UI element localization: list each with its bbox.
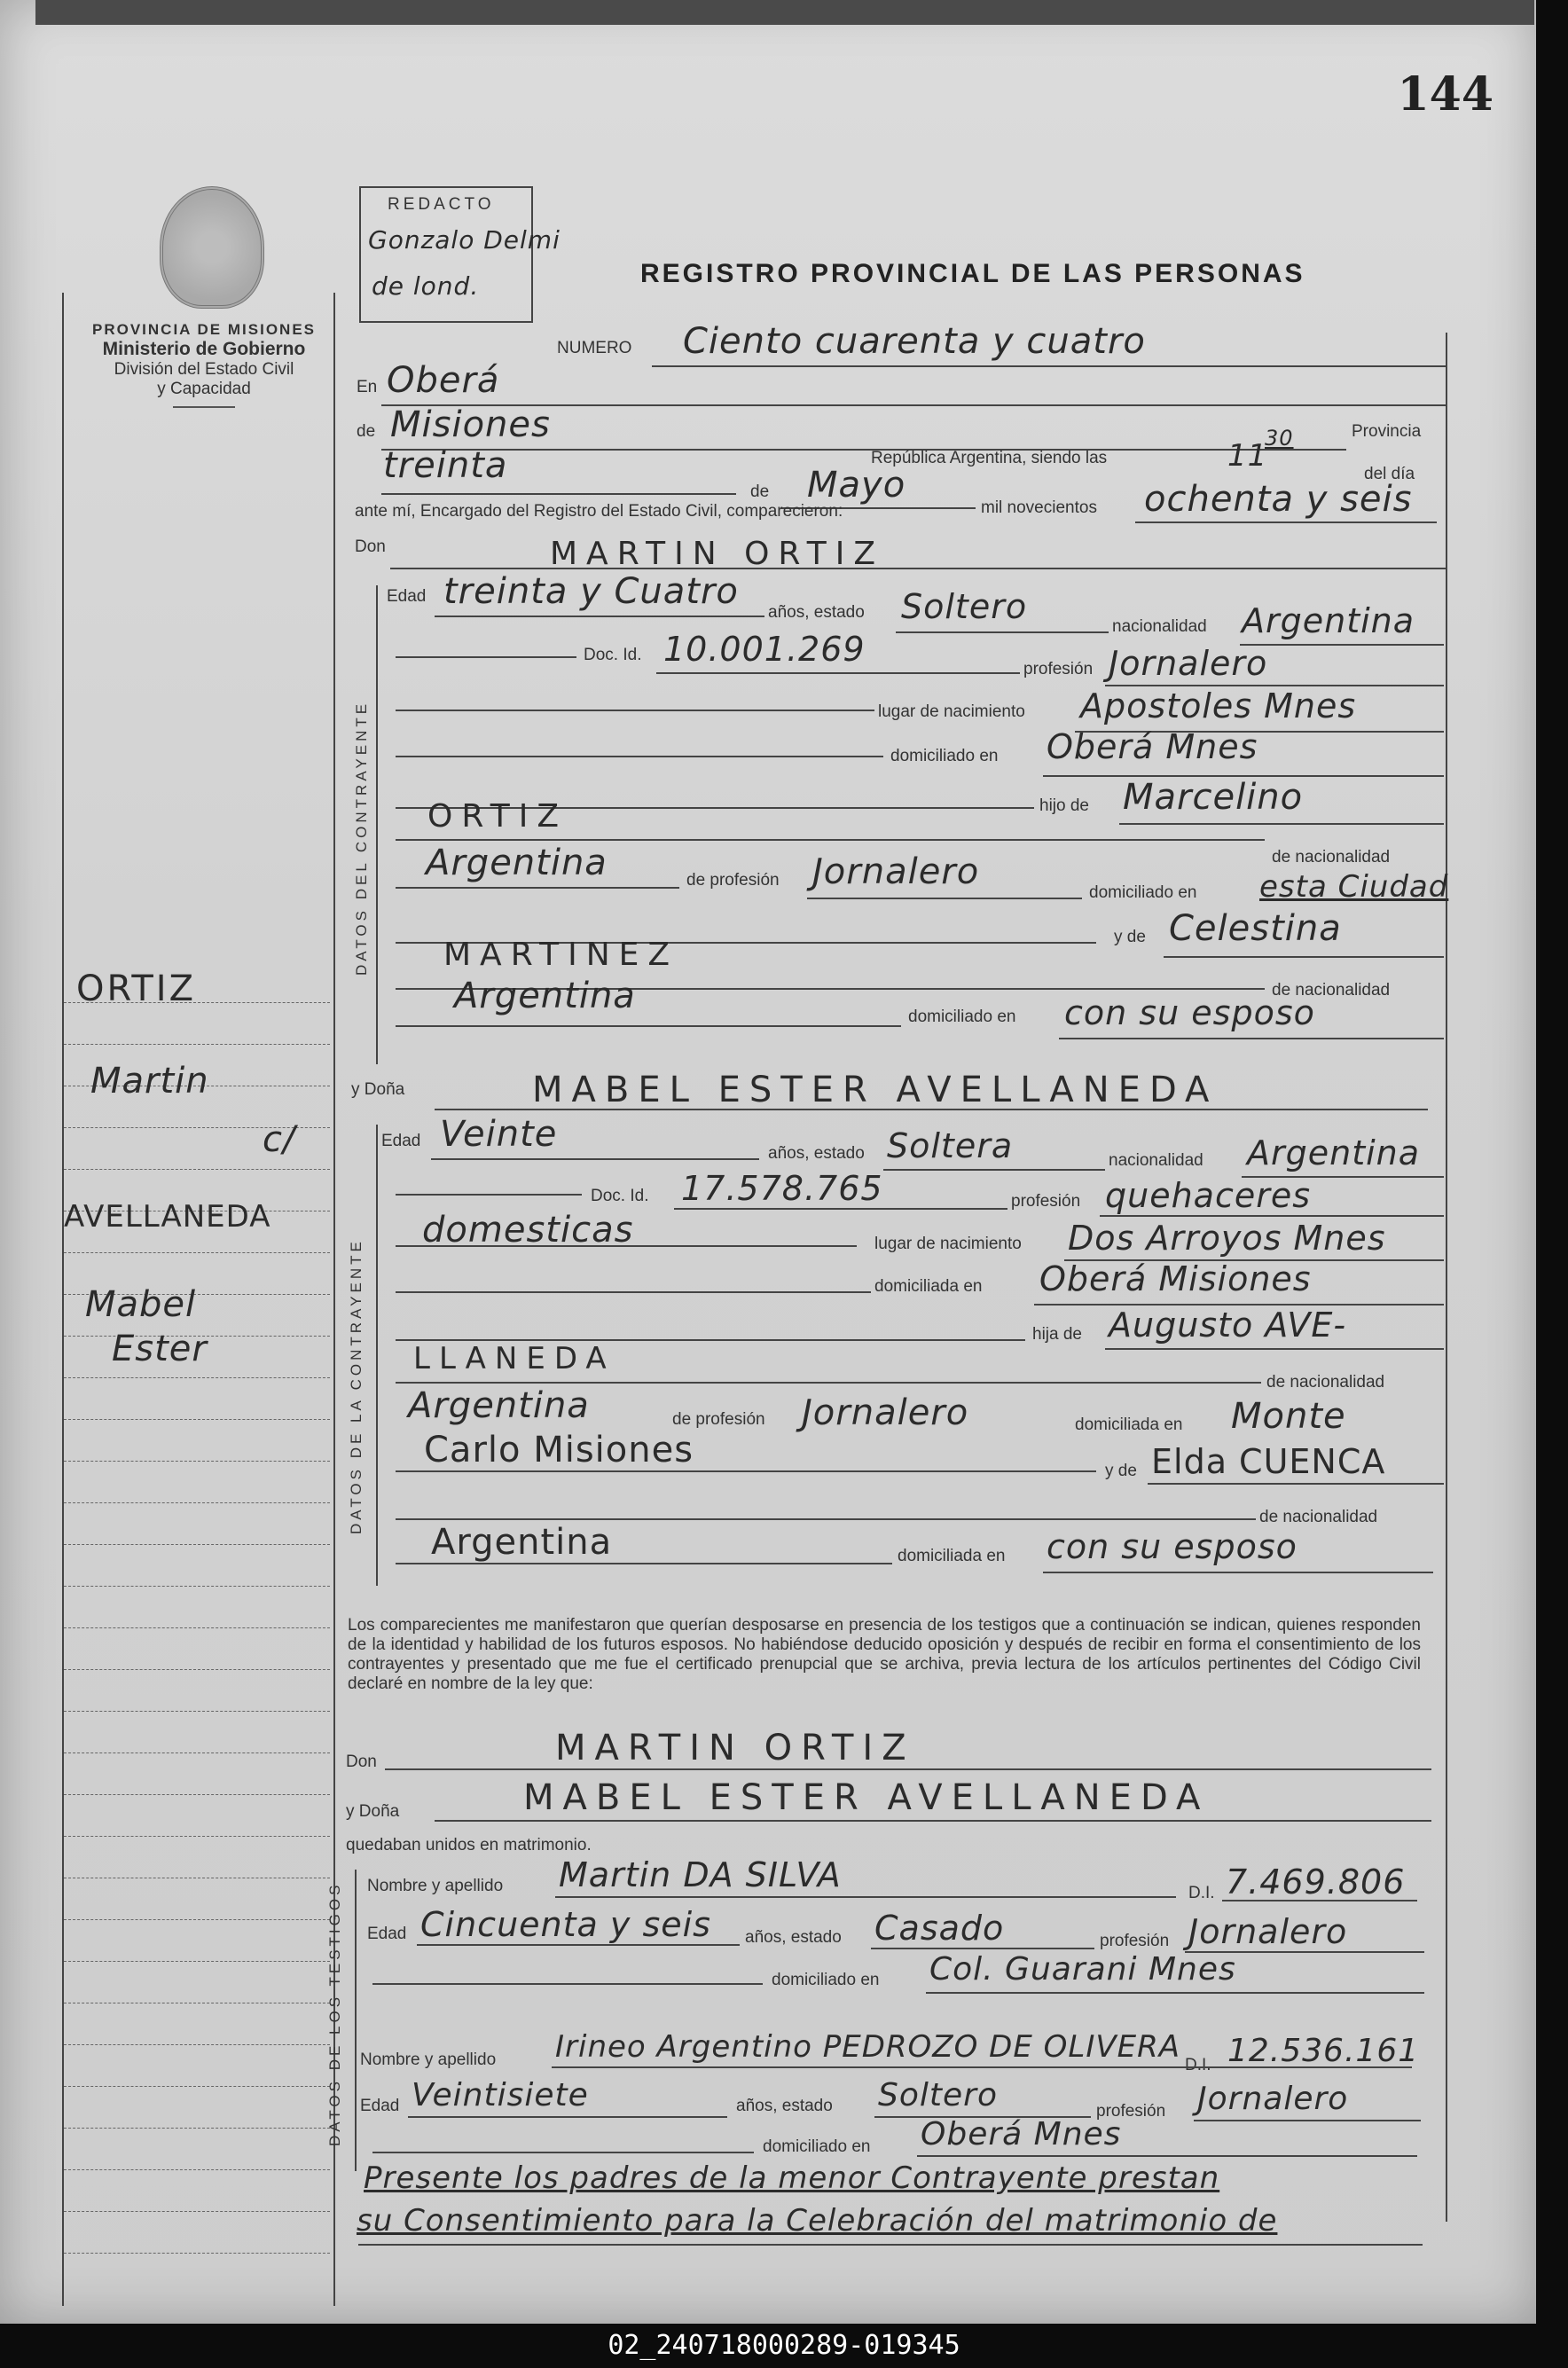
f-nacionalidad-label: nacionalidad xyxy=(1109,1151,1203,1170)
right-border xyxy=(1446,333,1447,2222)
margin-ruled-line xyxy=(64,1919,330,1920)
dia-value: treinta xyxy=(383,445,508,486)
c-doc-value: 10.001.269 xyxy=(663,630,866,669)
c-profesion-value: Jornalero xyxy=(1109,644,1268,683)
t2-domicilio-label: domiciliado en xyxy=(763,2137,871,2156)
de-label: de xyxy=(357,422,376,441)
f-domicilio-label: domiciliada en xyxy=(874,1277,983,1296)
margin-ruled-line xyxy=(64,1794,330,1795)
t2-di-label: D.I. xyxy=(1185,2056,1211,2074)
c-nacionalidad-label: nacionalidad xyxy=(1112,617,1207,636)
de-mes-label: de xyxy=(750,482,770,501)
c-padre-apellido: ORTIZ xyxy=(427,798,568,835)
mes-value: Mayo xyxy=(807,465,906,506)
margin-ruled-line xyxy=(64,1711,330,1712)
c-estado-value: Soltero xyxy=(901,587,1028,626)
margin-ruled-line xyxy=(64,1544,330,1545)
margin-surname-1: ORTIZ xyxy=(76,968,196,1009)
t1-anos-label: años, estado xyxy=(745,1928,842,1947)
margin-ruled-line xyxy=(64,1836,330,1837)
t2-nombre-label: Nombre y apellido xyxy=(360,2050,497,2069)
t2-domicilio-value: Oberá Mnes xyxy=(921,2116,1122,2152)
f-lugar-label: lugar de nacimiento xyxy=(874,1235,1022,1253)
coat-of-arms-seal xyxy=(160,186,264,309)
nota-line-2: su Consentimiento para la Celebración del matrimonio de xyxy=(357,2203,1278,2239)
declaration-text: Los comparecientes me manifestaron que querían desposarse en presencia de los testigos que a continuación se indican, quienes responden de la identidad y habilidad de los futuros esposos. No habiéndose deducido oposición y después de recibir en forma el consentimiento de los contrayentes y presentado que me fue el certificado prenupcial que se archiva, previa lectura de los artículos pertinentes del Código Civil declaré en nombre de la ley que: xyxy=(348,1616,1421,1693)
numero-label: NUMERO xyxy=(557,339,632,357)
nota-line-1: Presente los padres de la menor Contrayente prestan xyxy=(364,2160,1220,2196)
image-caption: 02_240718000289-019345 xyxy=(608,2330,960,2361)
c-padre-profesion: Jornalero xyxy=(812,851,980,892)
c-doc-label: Doc. Id. xyxy=(584,646,642,664)
decl-don-value: MARTIN ORTIZ xyxy=(555,1728,915,1768)
margin-ruled-line xyxy=(64,1502,330,1503)
redacto-label: REDACTO xyxy=(388,195,495,214)
f-padre-prof-label: de profesión xyxy=(672,1410,765,1429)
anio-value: ochenta y seis xyxy=(1144,479,1413,520)
f-edad-value: Veinte xyxy=(440,1114,558,1155)
t1-profesion-value: Jornalero xyxy=(1188,1912,1348,1951)
binding-edge xyxy=(35,0,1534,25)
c-lugar-value: Apostoles Mnes xyxy=(1080,686,1357,725)
f-estado-value: Soltera xyxy=(887,1126,1014,1165)
margin-ruled-line xyxy=(64,1752,330,1753)
c-madre-nacionalidad: Argentina xyxy=(454,976,636,1016)
t1-edad-value: Cincuenta y seis xyxy=(420,1905,711,1944)
f-padre-nac-label: de nacionalidad xyxy=(1266,1373,1385,1392)
decl-dona-value: MABEL ESTER AVELLANEDA xyxy=(523,1777,1210,1818)
f-padre-nombre: Augusto AVE- xyxy=(1109,1306,1347,1345)
c-madre-dom-label: domiciliado en xyxy=(908,1008,1016,1026)
dona-label: y Doña xyxy=(351,1080,405,1099)
c-madre-nombre: Celestina xyxy=(1169,908,1342,949)
f-madre-domicilio: con su esposo xyxy=(1047,1527,1298,1566)
t2-nombre-value: Irineo Argentino PEDROZO DE OLIVERA xyxy=(555,2029,1180,2065)
ministry-division: División del Estado Civil xyxy=(114,360,294,379)
redacto-handwriting-2: de lond. xyxy=(372,271,480,301)
f-padre-domicilio-2: Carlo Misiones xyxy=(424,1430,694,1470)
margin-border xyxy=(62,293,64,2306)
dona-value: MABEL ESTER AVELLANEDA xyxy=(532,1070,1219,1110)
f-y-de-label: y de xyxy=(1105,1462,1137,1480)
margin-ruled-line xyxy=(64,1961,330,1962)
margin-firstname-2: Mabel xyxy=(85,1284,197,1325)
f-profesion-value-2: domesticas xyxy=(422,1210,634,1251)
t2-profesion-label: profesión xyxy=(1096,2102,1166,2121)
decl-dona-label: y Doña xyxy=(346,1802,400,1821)
c-profesion-label: profesión xyxy=(1023,660,1094,678)
f-padre-nacionalidad: Argentina xyxy=(408,1385,590,1426)
margin-ruled-line xyxy=(64,1377,330,1378)
margin-middlename-2: Ester xyxy=(112,1329,208,1369)
del-dia-label: del día xyxy=(1364,465,1415,483)
c-nacionalidad-value: Argentina xyxy=(1242,601,1415,640)
t1-domicilio-label: domiciliado en xyxy=(772,1971,880,1989)
c-anos-label: años, estado xyxy=(768,603,865,622)
t1-estado-value: Casado xyxy=(874,1909,1005,1948)
f-nacionalidad-value: Argentina xyxy=(1247,1133,1421,1172)
c-padre-nombre: Marcelino xyxy=(1123,777,1304,818)
margin-firstname-1: Martin xyxy=(90,1061,209,1102)
redacto-handwriting-1: Gonzalo Delmi xyxy=(368,225,561,255)
c-padre-prof-label: de profesión xyxy=(686,871,780,890)
margin-ruled-line xyxy=(64,2253,330,2254)
c-padre-domicilio: esta Ciudad xyxy=(1259,869,1449,905)
f-madre-nacionalidad: Argentina xyxy=(431,1522,613,1563)
f-madre-nac-label: de nacionalidad xyxy=(1259,1508,1378,1526)
c-padre-nac-label: de nacionalidad xyxy=(1272,848,1391,866)
margin-ruled-line xyxy=(64,1627,330,1628)
ministry-block xyxy=(62,321,346,408)
t2-profesion-value: Jornalero xyxy=(1197,2081,1349,2117)
margin-ruled-line xyxy=(64,2128,330,2129)
f-madre-nombre: Elda CUENCA xyxy=(1151,1442,1386,1481)
hora-value: 11 xyxy=(1227,438,1268,474)
margin-ruled-line xyxy=(64,2086,330,2087)
numero-value: Ciento cuarenta y cuatro xyxy=(683,321,1146,362)
c-madre-nac-label: de nacionalidad xyxy=(1272,981,1391,1000)
contrayente-section-label: DATOS DEL CONTRAYENTE xyxy=(353,700,370,976)
t1-di-value: 7.469.806 xyxy=(1226,1862,1406,1901)
mil-label: mil novecientos xyxy=(981,498,1097,517)
margin-ruled-line xyxy=(64,1044,330,1045)
margin-ruled-line xyxy=(64,1586,330,1587)
f-madre-dom-label: domiciliada en xyxy=(898,1547,1006,1565)
provincia-label: Provincia xyxy=(1352,422,1422,441)
c-domicilio-value: Oberá Mnes xyxy=(1047,727,1258,766)
f-padre-apellido: LLANEDA xyxy=(413,1341,615,1376)
c-madre-domicilio: con su esposo xyxy=(1064,993,1315,1032)
c-y-de-label: y de xyxy=(1114,928,1146,946)
t1-edad-label: Edad xyxy=(367,1925,407,1943)
minutos-value: 30 xyxy=(1265,426,1294,451)
de-value: Misiones xyxy=(390,404,551,445)
margin-con: c/ xyxy=(263,1119,296,1160)
en-label: En xyxy=(357,378,378,396)
f-padre-domicilio-1: Monte xyxy=(1231,1396,1346,1437)
unidos-text: quedaban unidos en matrimonio. xyxy=(346,1836,592,1854)
t1-domicilio-value: Col. Guarani Mnes xyxy=(929,1951,1236,1988)
c-edad-value: treinta y Cuatro xyxy=(443,571,739,612)
margin-ruled-line xyxy=(64,1419,330,1420)
c-edad-label: Edad xyxy=(387,587,427,606)
don-label: Don xyxy=(355,537,386,556)
f-padre-profesion: Jornalero xyxy=(802,1392,969,1433)
f-domicilio-value: Oberá Misiones xyxy=(1039,1259,1312,1298)
margin-ruled-line xyxy=(64,1169,330,1170)
republica-label: República Argentina, siendo las xyxy=(871,449,1108,467)
ministry-capacity: y Capacidad xyxy=(157,380,251,398)
t2-edad-label: Edad xyxy=(360,2097,400,2115)
t2-anos-label: años, estado xyxy=(736,2097,833,2115)
ministry-name: Ministerio de Gobierno xyxy=(102,339,306,359)
f-anos-label: años, estado xyxy=(768,1144,865,1163)
f-edad-label: Edad xyxy=(381,1132,421,1150)
f-doc-label: Doc. Id. xyxy=(591,1187,649,1205)
margin-surname-2: AVELLANEDA xyxy=(64,1199,271,1235)
ministry-province: PROVINCIA DE MISIONES xyxy=(91,321,316,338)
redacto-box xyxy=(359,186,561,323)
f-padre-dom-label: domiciliada en xyxy=(1075,1415,1183,1434)
t2-estado-value: Soltero xyxy=(878,2077,998,2113)
t1-nombre-value: Martin DA SILVA xyxy=(559,1855,842,1894)
f-lugar-value: Dos Arroyos Mnes xyxy=(1068,1219,1386,1258)
t1-di-label: D.I. xyxy=(1188,1884,1215,1902)
f-profesion-value-1: quehaceres xyxy=(1105,1176,1312,1215)
c-padre-dom-label: domiciliado en xyxy=(1089,883,1197,902)
c-lugar-label: lugar de nacimiento xyxy=(878,702,1025,721)
f-doc-value: 17.578.765 xyxy=(681,1169,883,1208)
c-madre-apellido: MARTINEZ xyxy=(443,937,679,973)
c-domicilio-label: domiciliado en xyxy=(890,747,999,765)
document-title: REGISTRO PROVINCIAL DE LAS PERSONAS xyxy=(640,259,1305,288)
f-profesion-label: profesión xyxy=(1011,1192,1081,1211)
f-hija-label: hija de xyxy=(1032,1325,1082,1344)
t2-edad-value: Veintisiete xyxy=(412,2077,589,2113)
margin-ruled-line xyxy=(64,1252,330,1253)
contrayenta-section-label: DATOS DE LA CONTRAYENTE xyxy=(348,1238,365,1534)
margin-ruled-line xyxy=(64,1461,330,1462)
margin-ruled-line xyxy=(64,1669,330,1670)
c-hijo-label: hijo de xyxy=(1039,796,1089,815)
margin-ruled-line xyxy=(64,2169,330,2170)
t1-nombre-label: Nombre y apellido xyxy=(367,1877,504,1895)
ante-label: ante mí, Encargado del Registro del Estado Civil, comparecieron: xyxy=(355,502,843,521)
testigos-section-label: DATOS DE LOS TESTIGOS xyxy=(326,1881,343,2146)
decl-don-label: Don xyxy=(346,1752,377,1771)
t2-di-value: 12.536.161 xyxy=(1227,2033,1420,2069)
c-padre-nacionalidad: Argentina xyxy=(426,843,608,883)
margin-ruled-line xyxy=(64,2044,330,2045)
t1-profesion-label: profesión xyxy=(1100,1932,1170,1950)
don-value: MARTIN ORTIZ xyxy=(550,536,885,572)
en-value: Oberá xyxy=(387,360,500,401)
page-number: 144 xyxy=(1397,67,1494,122)
margin-ruled-line xyxy=(64,2211,330,2212)
